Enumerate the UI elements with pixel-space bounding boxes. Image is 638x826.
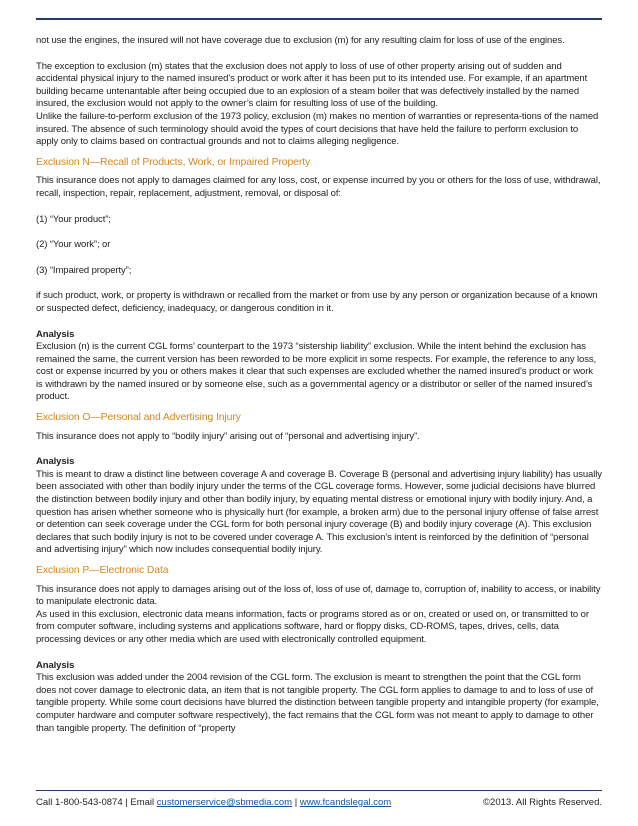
list-item-impaired-property: (3) “Impaired property”; [36,264,132,276]
paragraph-p-intro: This insurance does not apply to damages arising out of the loss of, loss of use of, damage to, corruption of, inability to access, or inability to manipulate electronic data. [36,583,601,608]
analysis-label-p: Analysis [36,659,75,671]
footer-rule [36,790,602,791]
paragraph-exception: The exception to exclusion (m) states that the exclusion does not apply to loss of use of other property arising out of sudden and accidental physical injury to the named insured’s product or work after it has been put to its intended use. For example, if an apartment building became untenantable after being occupied due to an explosion of a steam boiler that was defectively installed by the named insured, the exclusion would not apply to the owner’s claim for resulting loss of use of the building. [36,60,588,110]
paragraph-o-analysis: This is meant to draw a distinct line between coverage A and coverage B. Coverage B (personal and advertising injury liability) has usually been associated with other than bodily injury under the terms of the CGL coverage forms. However, some judicial decisions have blurred the distinction between bodily injury and other than bodily injury, by equating mental distress or emotional injury with bodily injury. And, a question has arisen whether someone who is physically hurt (for example, a broken arm) due to the personal injury offense of false arrest or detention can seek coverage under the CGL form for both personal injury coverage (B) and bodily injury coverage (A). This exclusion declares that such bodily injury is not to be covered under coverage A. This exclusion’s intent is reinforced by the definition of “personal and advertising injury” which now includes consequential bodily injury. [36,468,602,556]
top-rule [36,18,602,20]
list-item-your-product: (1) “Your product”; [36,213,111,225]
heading-exclusion-n: Exclusion N—Recall of Products, Work, or Impaired Property [36,156,311,168]
heading-exclusion-p: Exclusion P—Electronic Data [36,565,169,576]
footer [36,797,602,809]
footer-copyright: ©2013. All Rights Reserved. [483,797,602,808]
footer-email-link[interactable]: customerservice@sbmedia.com [156,797,293,808]
paragraph-failure-to-perform: Unlike the failure-to-perform exclusion of the 1973 policy, exclusion (m) makes no mention of warranties or representa-tions of the named insured. The absence of such terminology should avoid the types of court decisions that have held the failure to perform exclusion to apply only to claims based on contractual grounds and not to claims alleging negligence. [36,110,599,148]
paragraph-p-definition: As used in this exclusion, electronic data means information, facts or programs stored as or on, created or used on, or transmitted to or from computer software, including systems and applications software, hard or floppy disks, CD-ROMS, tapes, drives, cells, data processing devices or any other media which are used with electronically controlled equipment. [36,608,589,645]
paragraph-n-intro: This insurance does not apply to damages claimed for any loss, cost, or expense incurred by you or others for the loss of use, withdrawal, recall, inspection, repair, replacement, adjustment, removal, or disposal of: [36,175,601,199]
footer-website-link[interactable]: www.fcandslegal.com [299,797,392,808]
paragraph-n-tail: if such product, work, or property is withdrawn or recalled from the market or from use by any person or organization because of a known or suspected defect, deficiency, inadequacy, or dangerous condition in it. [36,290,598,314]
analysis-label-o: Analysis [36,456,75,468]
analysis-label-n: Analysis [36,328,75,340]
paragraph-p-analysis: This exclusion was added under the 2004 revision of the CGL form. The exclusion is meant to strengthen the point that the CGL form does not cover damage to electronic data, an item that is not tangible property. The CGL form applies to damage to and to loss of use of tangible property. While some court decisions have blurred the distinction between tangible property and intangible property (for example, computer hardware and computer software respectively), the fact remains that the CGL form was not meant to apply to damage to other than tangible property. The definition of “property [36,672,599,734]
paragraph-engines: not use the engines, the insured will not have coverage due to exclusion (m) for any resulting claim for loss of use of the engines. [36,35,565,46]
footer-contact [36,797,391,809]
footer-separator: | [294,797,298,808]
list-item-your-work: (2) “Your work”; or [36,239,111,251]
paragraph-o-intro: This insurance does not apply to “bodily injury” arising out of “personal and advertising injury”. [36,430,420,442]
footer-email-label: Email [130,797,155,808]
paragraph-n-analysis: Exclusion (n) is the current CGL forms’ counterpart to the 1973 “sistership liability” exclusion. While the intent behind the exclusion has remained the same, the current version has been reworded to be more explicit in some respects. For example, the reference to any loss, cost or expense incurred by you or others makes it clear that such expenses are excluded whether the named insured’s product or work is withdrawn by the named insured or by someone else, such as a governmental agency or a distributor or seller of the named insured’s product. [36,341,597,403]
footer-separator: | [125,797,128,808]
document-body [36,35,602,735]
footer-phone: Call 1-800-543-0874 [36,797,123,808]
heading-exclusion-o: Exclusion O—Personal and Advertising Injury [36,412,241,424]
